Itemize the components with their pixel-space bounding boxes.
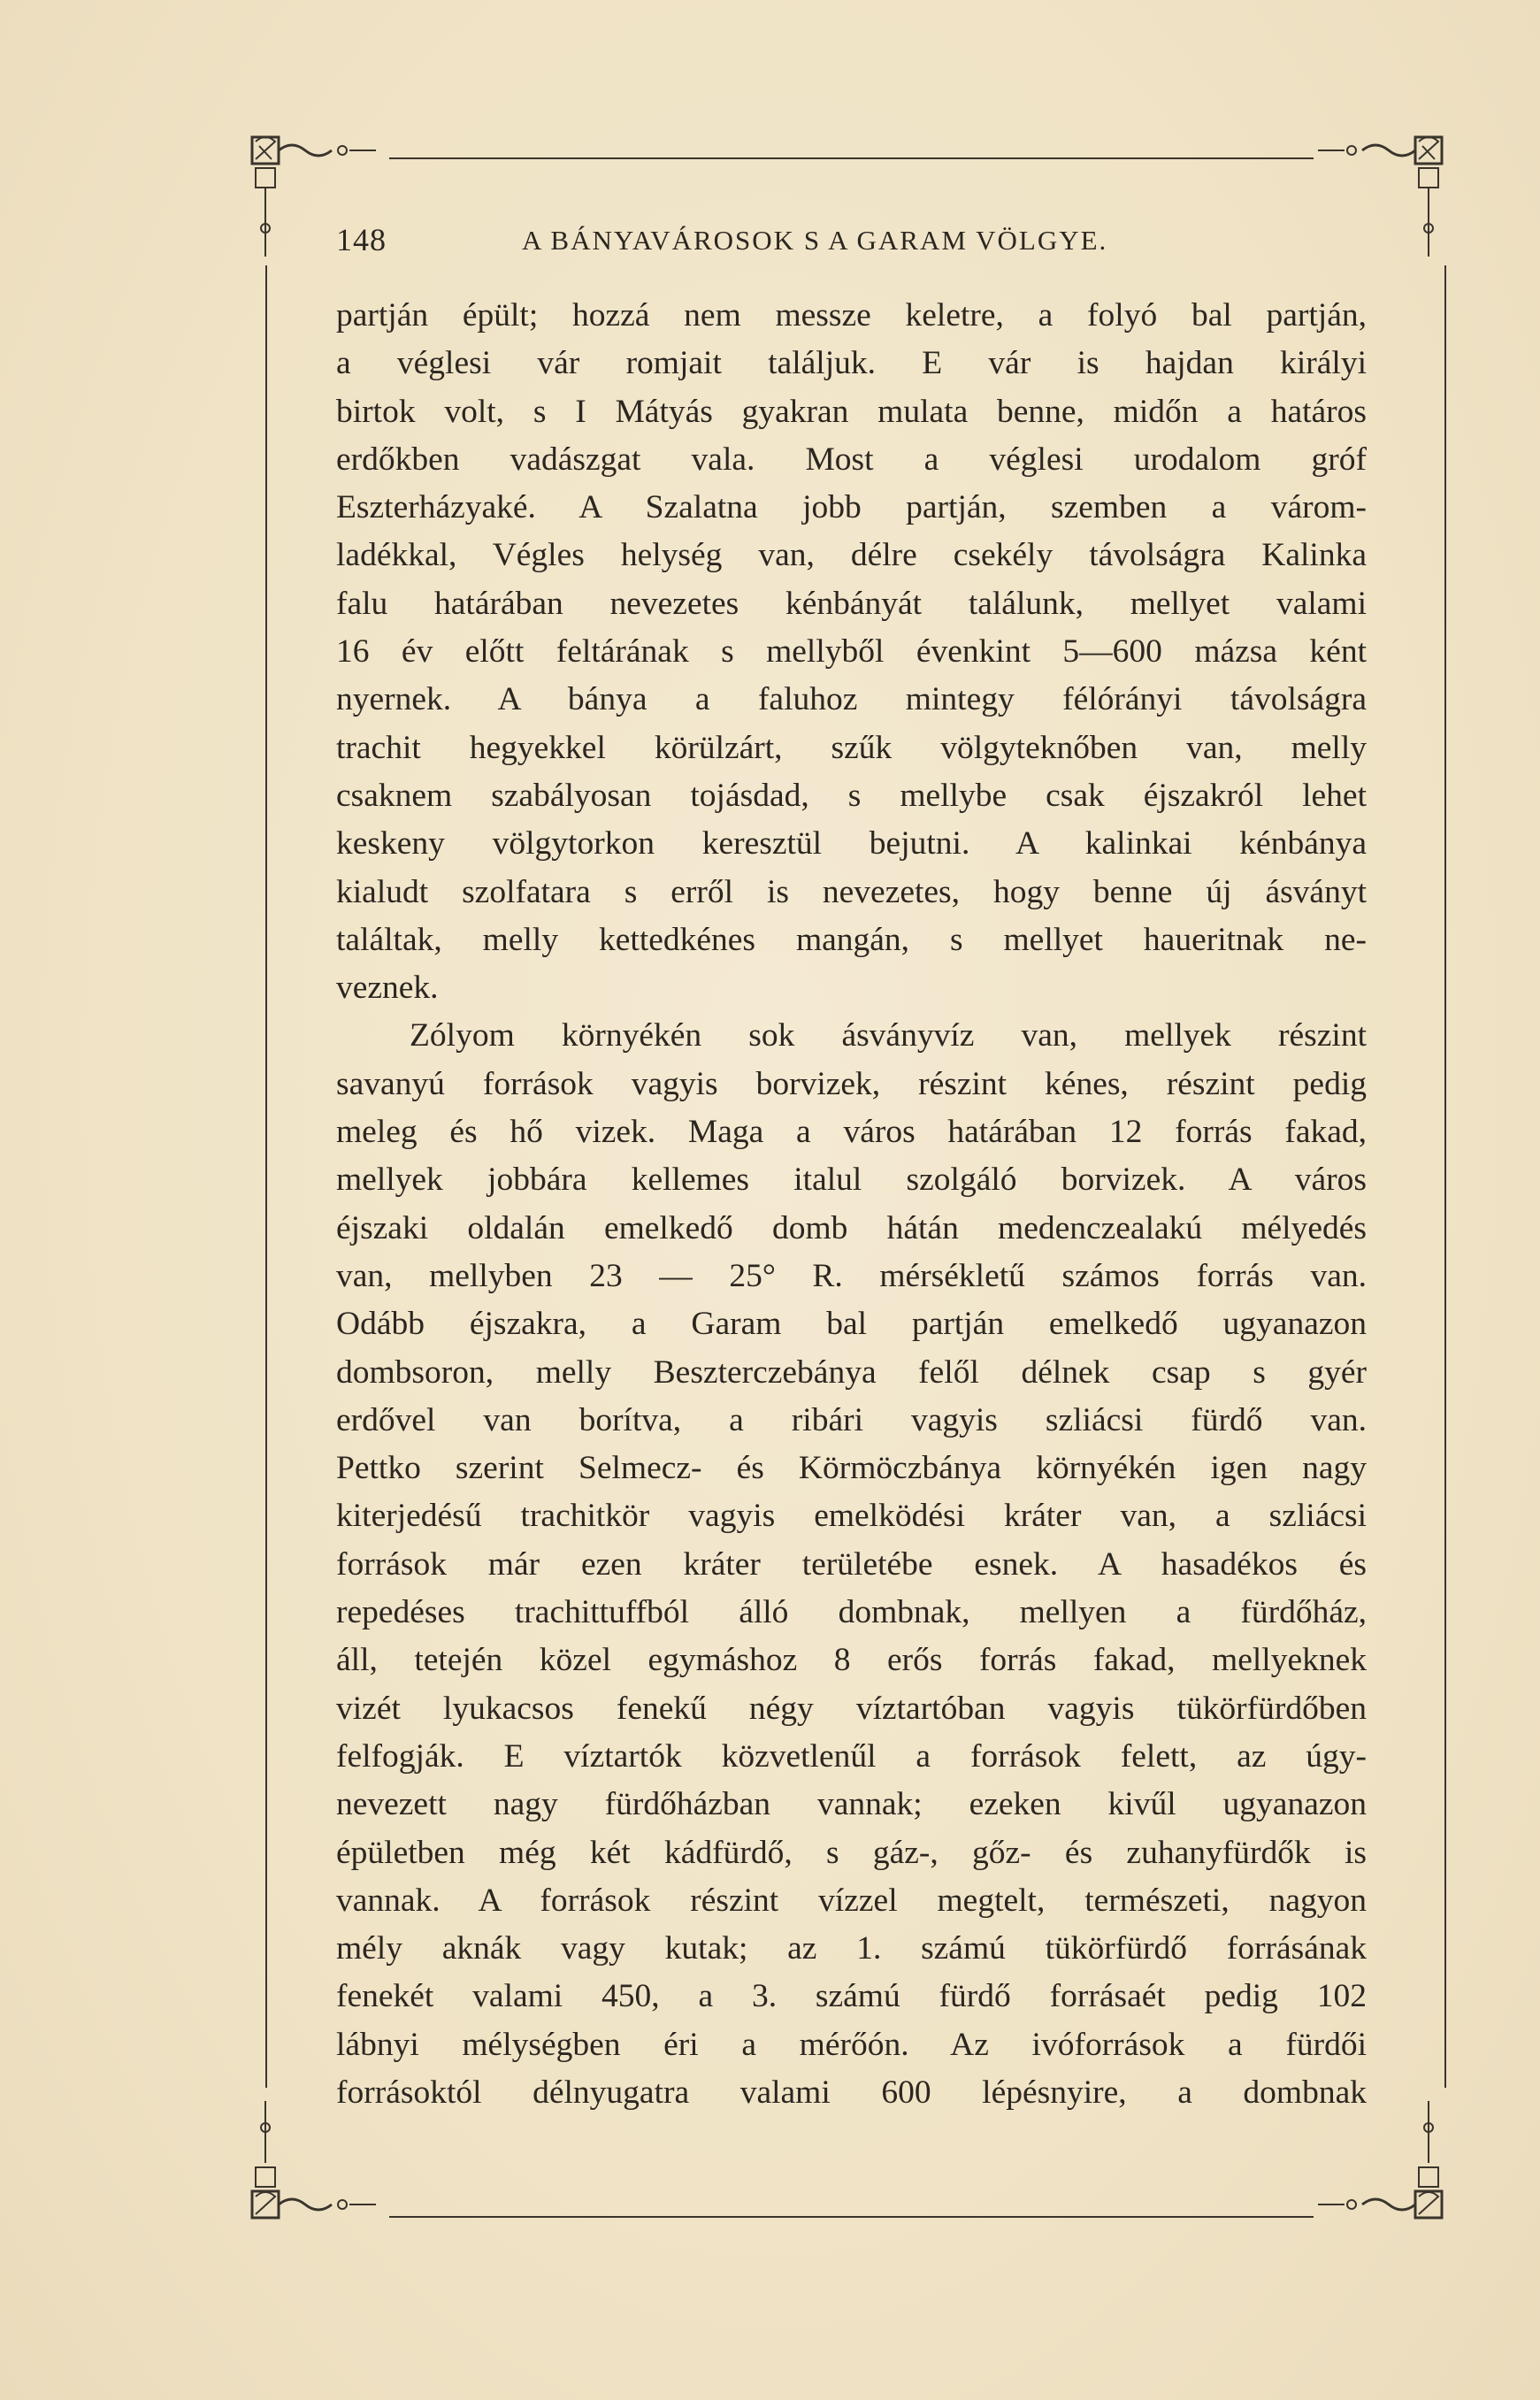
text-line: Pettko szerint Selmecz- és Körmöczbánya környékén igen nagy (336, 1450, 1367, 1487)
text-line: áll, tetején közel egymáshoz 8 erős forrás fakad, mellyeknek (336, 1642, 1367, 1679)
text-line: falu határában nevezetes kénbányát találunk, mellyet valami (336, 585, 1367, 622)
text-line: kiterjedésű trachitkör vagyis emelködési kráter van, a szliácsi (336, 1498, 1367, 1535)
text-line: fenekét valami 450, a 3. számú fürdő forrásaét pedig 102 (336, 1978, 1367, 2015)
text-line: keskeny völgytorkon keresztül bejutni. A kalinkai kénbánya (336, 825, 1367, 863)
text-line: vannak. A források részint vízzel megtelt, természeti, nagyon (336, 1882, 1367, 1919)
paragraph (336, 1012, 1367, 2117)
text-line: csaknem szabályosan tojásdad, s mellybe csak éjszakról lehet (336, 777, 1367, 814)
text-line: birtok volt, s I Mátyás gyakran mulata benne, midőn a határos (336, 393, 1367, 430)
top-ornamental-rule (389, 157, 1314, 159)
text-line: felfogják. E víztartók közvetlenűl a források felett, az úgy- (336, 1737, 1367, 1775)
text-line: van, mellyben 23 — 25° R. mérsékletű számos forrás van. (336, 1257, 1367, 1294)
text-line: Zólyom környékén sok ásványvíz van, mellyek részint (410, 1017, 1367, 1054)
text-line: meleg és hő vizek. Maga a város határában 12 forrás fakad, (336, 1114, 1367, 1151)
page-number: 148 (336, 222, 387, 257)
text-line: erdővel van borítva, a ribári vagyis szliácsi fürdő van. (336, 1401, 1367, 1438)
text-line: repedéses trachittuffból álló dombnak, mellyen a fürdőház, (336, 1594, 1367, 1631)
text-line: éjszaki oldalán emelkedő domb hátán medenczealakú mélyedés (336, 1209, 1367, 1246)
text-line: kialudt szolfatara s erről is nevezetes, hogy benne új ásványt (336, 873, 1367, 910)
text-line: dombsoron, melly Beszterczebánya felől délnek csap s gyér (336, 1353, 1367, 1391)
text-line: épületben még két kádfürdő, s gáz-, gőz- és zuhanyfürdők is (336, 1834, 1367, 1871)
text-line: savanyú források vagyis borvizek, részint kénes, részint pedig (336, 1065, 1367, 1102)
text-line: források már ezen kráter területébe esnek. A hasadékos és (336, 1545, 1367, 1583)
text-line: nyernek. A bánya a faluhoz mintegy félórányi távolságra (336, 681, 1367, 718)
text-line: találtak, melly kettedkénes mangán, s mellyet haueritnak ne- (336, 921, 1367, 958)
text-line: erdőkben vadászgat vala. Most a véglesi urodalom gróf (336, 441, 1367, 478)
text-line: veznek. (336, 970, 439, 1007)
paragraph (336, 292, 1367, 1012)
text-line: Eszterházyaké. A Szalatna jobb partján, szemben a várom- (336, 489, 1367, 526)
text-line: lábnyi mélységben éri a mérőón. Az ivóforrások a fürdői (336, 2026, 1367, 2063)
bottom-ornamental-rule (389, 2216, 1314, 2218)
corner-ornament-bottom-right (1318, 2101, 1451, 2234)
text-line: trachit hegyekkel körülzárt, szűk völgyteknőben van, melly (336, 729, 1367, 766)
body-text (336, 292, 1367, 2117)
text-line: vizét lyukacsos fenekű négy víztartóban vagyis tükörfürdőben (336, 1690, 1367, 1727)
page-header (336, 221, 1371, 265)
text-line: Odább éjszakra, a Garam bal partján emelkedő ugyanazon (336, 1306, 1367, 1343)
text-line: mellyek jobbára kellemes italul szolgáló borvizek. A város (336, 1162, 1367, 1199)
corner-ornament-bottom-left (243, 2101, 376, 2234)
text-line: partján épült; hozzá nem messze keletre, a folyó bal partján, (336, 297, 1367, 334)
right-ornamental-rule (1444, 265, 1446, 2088)
text-line: mély aknák vagy kutak; az 1. számú tükörfürdő forrásának (336, 1930, 1367, 1967)
text-line: a véglesi vár romjait találjuk. E vár is hajdan királyi (336, 345, 1367, 382)
text-line: ladékkal, Végles helység van, délre csekély távolságra Kalinka (336, 537, 1367, 574)
left-ornamental-rule (265, 265, 267, 2088)
text-line: 16 év előtt feltárának s mellyből évenkint 5—600 mázsa ként (336, 633, 1367, 671)
text-line: forrásoktól délnyugatra valami 600 lépésnyire, a dombnak (336, 2074, 1367, 2111)
running-head: A BÁNYAVÁROSOK S A GARAM VÖLGYE. (522, 225, 1108, 256)
text-line: nevezett nagy fürdőházban vannak; ezeken kivűl ugyanazon (336, 1786, 1367, 1823)
